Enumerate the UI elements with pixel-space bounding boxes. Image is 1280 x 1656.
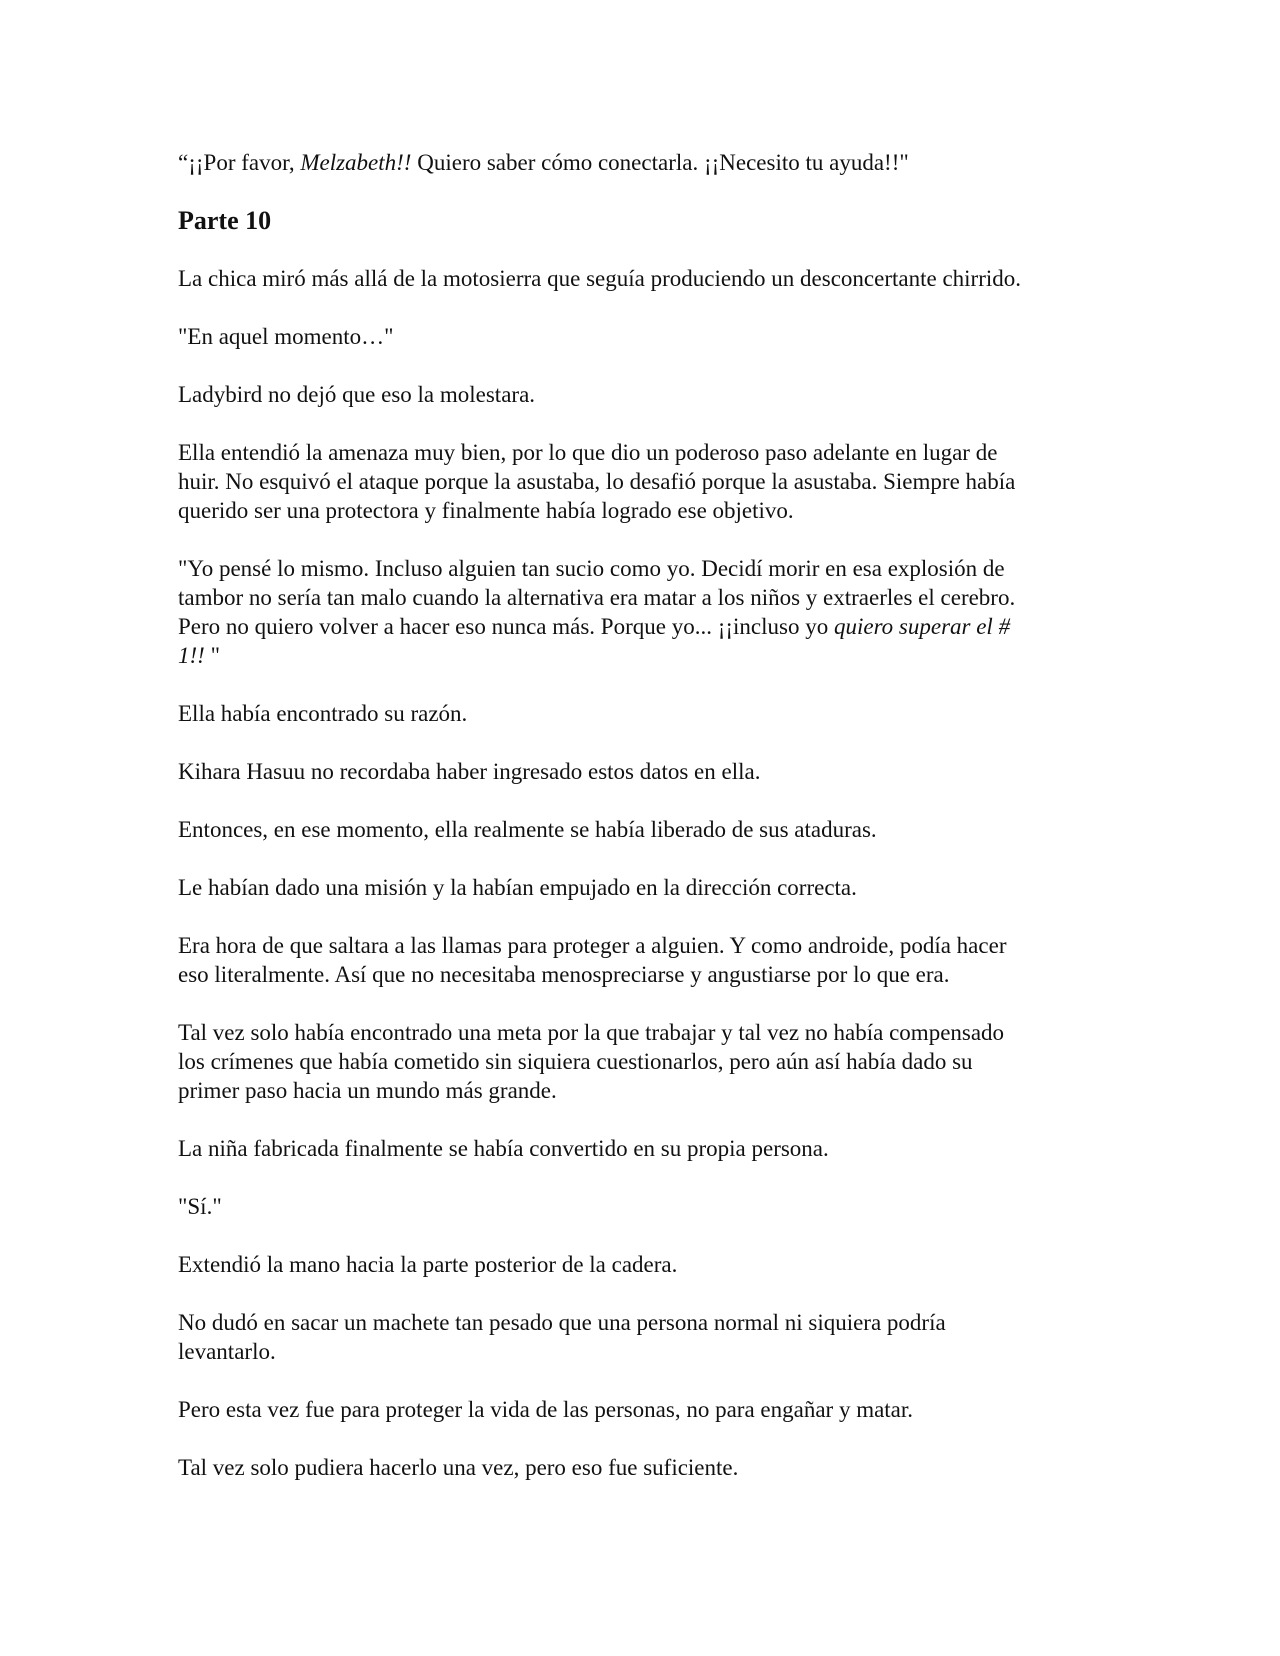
text-segment: Tal vez solo había encontrado una meta por la que trabajar y tal vez no había compensado (178, 1020, 1005, 1045)
text-line (178, 1308, 1118, 1337)
text-segment: "En aquel momento…" (178, 324, 394, 349)
text-line (178, 1192, 1118, 1221)
text-line (178, 960, 1118, 989)
paragraph (178, 1308, 1118, 1366)
text-line (178, 1337, 1118, 1366)
text-segment: Quiero saber cómo conectarla. ¡¡Necesito tu ayuda!!" (411, 150, 909, 175)
italic-text: Melzabeth!! (300, 150, 412, 175)
text-segment: “¡¡Por favor, (178, 150, 301, 175)
paragraph (178, 1395, 1118, 1424)
paragraph (178, 264, 1118, 293)
text-line (178, 1453, 1118, 1482)
text-segment: "Yo pensé lo mismo. Incluso alguien tan sucio como yo. Decidí morir en esa explosión de (178, 556, 1005, 581)
document-page (178, 148, 1118, 1511)
text-segment: La niña fabricada finalmente se había convertido en su propia persona. (178, 1136, 829, 1161)
text-segment: Era hora de que saltara a las llamas para proteger a alguien. Y como androide, podía hacer (178, 933, 1007, 958)
text-line (178, 1018, 1118, 1047)
text-line (178, 612, 1118, 641)
paragraph (178, 699, 1118, 728)
text-line (178, 496, 1118, 525)
text-line (178, 757, 1118, 786)
paragraph (178, 1453, 1118, 1482)
paragraph (178, 380, 1118, 409)
paragraph (178, 322, 1118, 351)
section-heading (178, 206, 1118, 235)
paragraph (178, 1134, 1118, 1163)
text-segment: Entonces, en ese momento, ella realmente se había liberado de sus ataduras. (178, 817, 877, 842)
paragraph (178, 1192, 1118, 1221)
text-segment: Le habían dado una misión y la habían empujado en la dirección correcta. (178, 875, 857, 900)
text-segment: La chica miró más allá de la motosierra que seguía produciendo un desconcertante chirrido. (178, 266, 1022, 291)
text-line (178, 467, 1118, 496)
text-line (178, 380, 1118, 409)
paragraph (178, 931, 1118, 989)
text-segment: Ella había encontrado su razón. (178, 701, 468, 726)
text-segment: No dudó en sacar un machete tan pesado que una persona normal ni siquiera podría (178, 1310, 946, 1335)
text-line (178, 148, 1118, 177)
text-segment: Tal vez solo pudiera hacerlo una vez, pero eso fue suficiente. (178, 1455, 739, 1480)
text-line (178, 438, 1118, 467)
text-line (178, 1395, 1118, 1424)
text-segment: eso literalmente. Así que no necesitaba menospreciarse y angustiarse por lo que era. (178, 962, 950, 987)
paragraph (178, 438, 1118, 525)
text-line (178, 1047, 1118, 1076)
paragraph (178, 148, 1118, 177)
text-line (178, 1250, 1118, 1279)
text-line (178, 931, 1118, 960)
text-segment: Ladybird no dejó que eso la molestara. (178, 382, 536, 407)
text-segment: querido ser una protectora y finalmente había logrado ese objetivo. (178, 498, 794, 523)
text-segment: Extendió la mano hacia la parte posterior de la cadera. (178, 1252, 678, 1277)
italic-text: quiero superar el # (833, 614, 1011, 639)
text-segment: levantarlo. (178, 1339, 276, 1364)
text-segment: Parte 10 (178, 206, 272, 235)
text-line (178, 815, 1118, 844)
text-segment: Pero esta vez fue para proteger la vida de las personas, no para engañar y matar. (178, 1397, 914, 1422)
text-line (178, 1134, 1118, 1163)
paragraph (178, 757, 1118, 786)
paragraph (178, 1250, 1118, 1279)
text-segment: huir. No esquivó el ataque porque la asustaba, lo desafió porque la asustaba. Siempre había (178, 469, 1016, 494)
text-line (178, 206, 1118, 235)
text-line (178, 554, 1118, 583)
paragraph (178, 873, 1118, 902)
text-segment: Pero no quiero volver a hacer eso nunca más. Porque yo... ¡¡incluso yo (178, 614, 834, 639)
text-segment: los crímenes que había cometido sin siquiera cuestionarlos, pero aún así había dado su (178, 1049, 973, 1074)
text-segment: "Sí." (178, 1194, 222, 1219)
text-line (178, 583, 1118, 612)
paragraph (178, 1018, 1118, 1105)
text-line (178, 264, 1118, 293)
text-segment: tambor no sería tan malo cuando la alternativa era matar a los niños y extraerles el cerebro. (178, 585, 1016, 610)
text-segment: Kihara Hasuu no recordaba haber ingresado estos datos en ella. (178, 759, 761, 784)
text-line (178, 699, 1118, 728)
text-line (178, 322, 1118, 351)
italic-text: 1!! (178, 643, 205, 668)
paragraph (178, 554, 1118, 670)
text-segment: " (204, 643, 220, 668)
text-line (178, 873, 1118, 902)
text-line (178, 641, 1118, 670)
text-segment: Ella entendió la amenaza muy bien, por lo que dio un poderoso paso adelante en lugar de (178, 440, 998, 465)
paragraph (178, 815, 1118, 844)
text-segment: primer paso hacia un mundo más grande. (178, 1078, 557, 1103)
text-line (178, 1076, 1118, 1105)
